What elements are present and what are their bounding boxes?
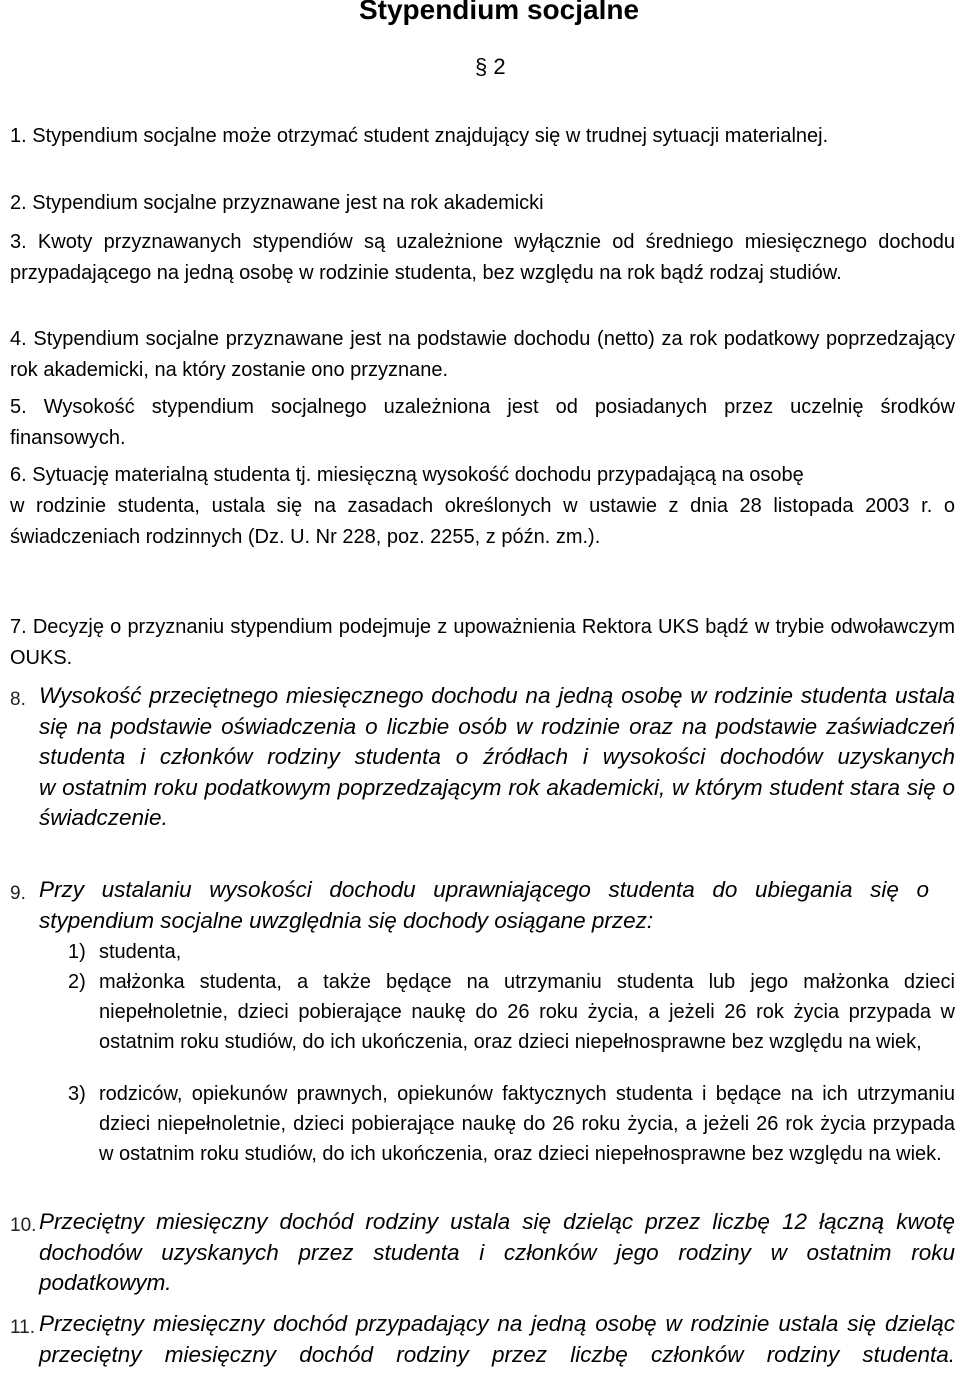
list-item-number: 1): [68, 941, 86, 963]
paragraph-number: 4.: [10, 328, 27, 350]
paragraph-10: [10, 1207, 955, 1299]
paragraph-text-continued: w rodzinie studenta, ustala się na zasadach określonych w ustawie z dnia 28 listopada 2003 r. o świadczeniach rodzinnych (Dz. U. Nr 228, poz. 2255, z późn. zm.).: [10, 495, 955, 548]
paragraph-text-continued: w ostatnim roku podatkowym poprzedzającym rok akademicki, w którym student stara się o świadczenie.: [39, 774, 955, 830]
section-number: § 2: [475, 54, 506, 79]
list-item-number: 2): [68, 971, 86, 993]
list-item-number: 3): [68, 1083, 86, 1105]
paragraph-4: [10, 324, 955, 386]
list-item-text: rodziców, opiekunów prawnych, opiekunów faktycznych studenta i będące na ich utrzymaniu dzieci niepełnoletnie, dzieci pobierające naukę do 26 roku życia, a jeżeli 26 rok życia przypada w ostatnim roku studiów, do ich ukończenia, oraz dzieci niepełnosprawne bez względu na wiek.: [99, 1083, 955, 1165]
list-item-text: małżonka studenta, a także będące na utrzymaniu studenta lub jego małżonka dzieci niepełnoletnie, dzieci pobierające naukę do 26 roku życia, a jeżeli 26 rok życia przypada w ostatnim roku studiów, do ich ukończenia, oraz dzieci niepełnosprawne bez względu na wiek,: [99, 971, 955, 1053]
list-item-1: [68, 937, 955, 967]
document-title: Stypendium socjalne: [358, 0, 640, 25]
list-item-3: [68, 1079, 955, 1169]
paragraph-text: Wysokość przeciętnego miesięcznego dochodu na jedną osobę w rodzinie studenta ustala się na podstawie oświadczenia o liczbie osób w rodzinie oraz na podstawie zaświadczeń studenta i członków rodziny studenta o źródłach i wysokości dochodów uzyskanych: [39, 683, 955, 769]
paragraph-number: 11.: [10, 1317, 36, 1338]
paragraph-9: [10, 875, 955, 936]
paragraph-8: [10, 681, 955, 834]
paragraph-text: Przy ustalaniu wysokości dochodu uprawniającego studenta do ubiegania się o stypendium socjalne uwzględnia się dochody osiągane przez:: [39, 877, 929, 933]
paragraph-text: Przeciętny miesięczny dochód rodziny ustala się dzieląc przez liczbę 12 łączną kwotę dochodów uzyskanych przez studenta i członków jego rodziny w ostatnim roku podatkowym.: [39, 1209, 955, 1295]
paragraph-text: Wysokość stypendium socjalnego uzależniona jest od posiadanych przez uczelnię środków finansowych.: [10, 396, 955, 449]
paragraph-number: 10.: [10, 1215, 37, 1236]
paragraph-number: 8.: [10, 689, 26, 710]
paragraph-text: Stypendium socjalne przyznawane jest na rok akademicki: [32, 192, 544, 214]
list-item-text: studenta,: [99, 941, 182, 963]
paragraph-text: Stypendium socjalne może otrzymać student znajdujący się w trudnej sytuacji materialnej.: [32, 125, 829, 147]
paragraph-text: Stypendium socjalne przyznawane jest na podstawie dochodu (netto) za rok podatkowy poprzedzający rok akademicki, na który zostanie ono przyznane.: [10, 328, 955, 381]
paragraph-2: [10, 188, 955, 219]
paragraph-text: Kwoty przyznawanych stypendiów są uzależnione wyłącznie od średniego miesięcznego dochodu przypadającego na jedną osobę w rodzinie studenta, bez względu na rok bądź rodzaj studiów.: [10, 231, 955, 284]
paragraph-7: [10, 612, 955, 674]
paragraph-number: 5.: [10, 396, 27, 418]
paragraph-number: 1.: [10, 125, 27, 147]
paragraph-text: Przeciętny miesięczny dochód przypadający na jedną osobę w rodzinie ustala się dzieląc przeciętny miesięczny dochód rodziny przez liczbę członków rodziny studenta.: [39, 1311, 955, 1367]
paragraph-text: Sytuację materialną studenta tj. miesięczną wysokość dochodu przypadającą na osobę: [32, 464, 804, 486]
paragraph-5: [10, 392, 955, 454]
paragraph-6: [10, 460, 955, 553]
paragraph-1: [10, 121, 955, 152]
paragraph-text: Decyzję o przyznaniu stypendium podejmuje z upoważnienia Rektora UKS bądź w trybie odwoławczym OUKS.: [10, 616, 955, 669]
paragraph-number: 2.: [10, 192, 27, 214]
paragraph-11: [10, 1309, 955, 1370]
paragraph-number: 7.: [10, 616, 27, 638]
paragraph-number: 3.: [10, 231, 27, 253]
list-item-2: [68, 967, 955, 1057]
paragraph-3: [10, 227, 955, 289]
paragraph-number: 9.: [10, 883, 26, 904]
paragraph-number: 6.: [10, 464, 27, 486]
